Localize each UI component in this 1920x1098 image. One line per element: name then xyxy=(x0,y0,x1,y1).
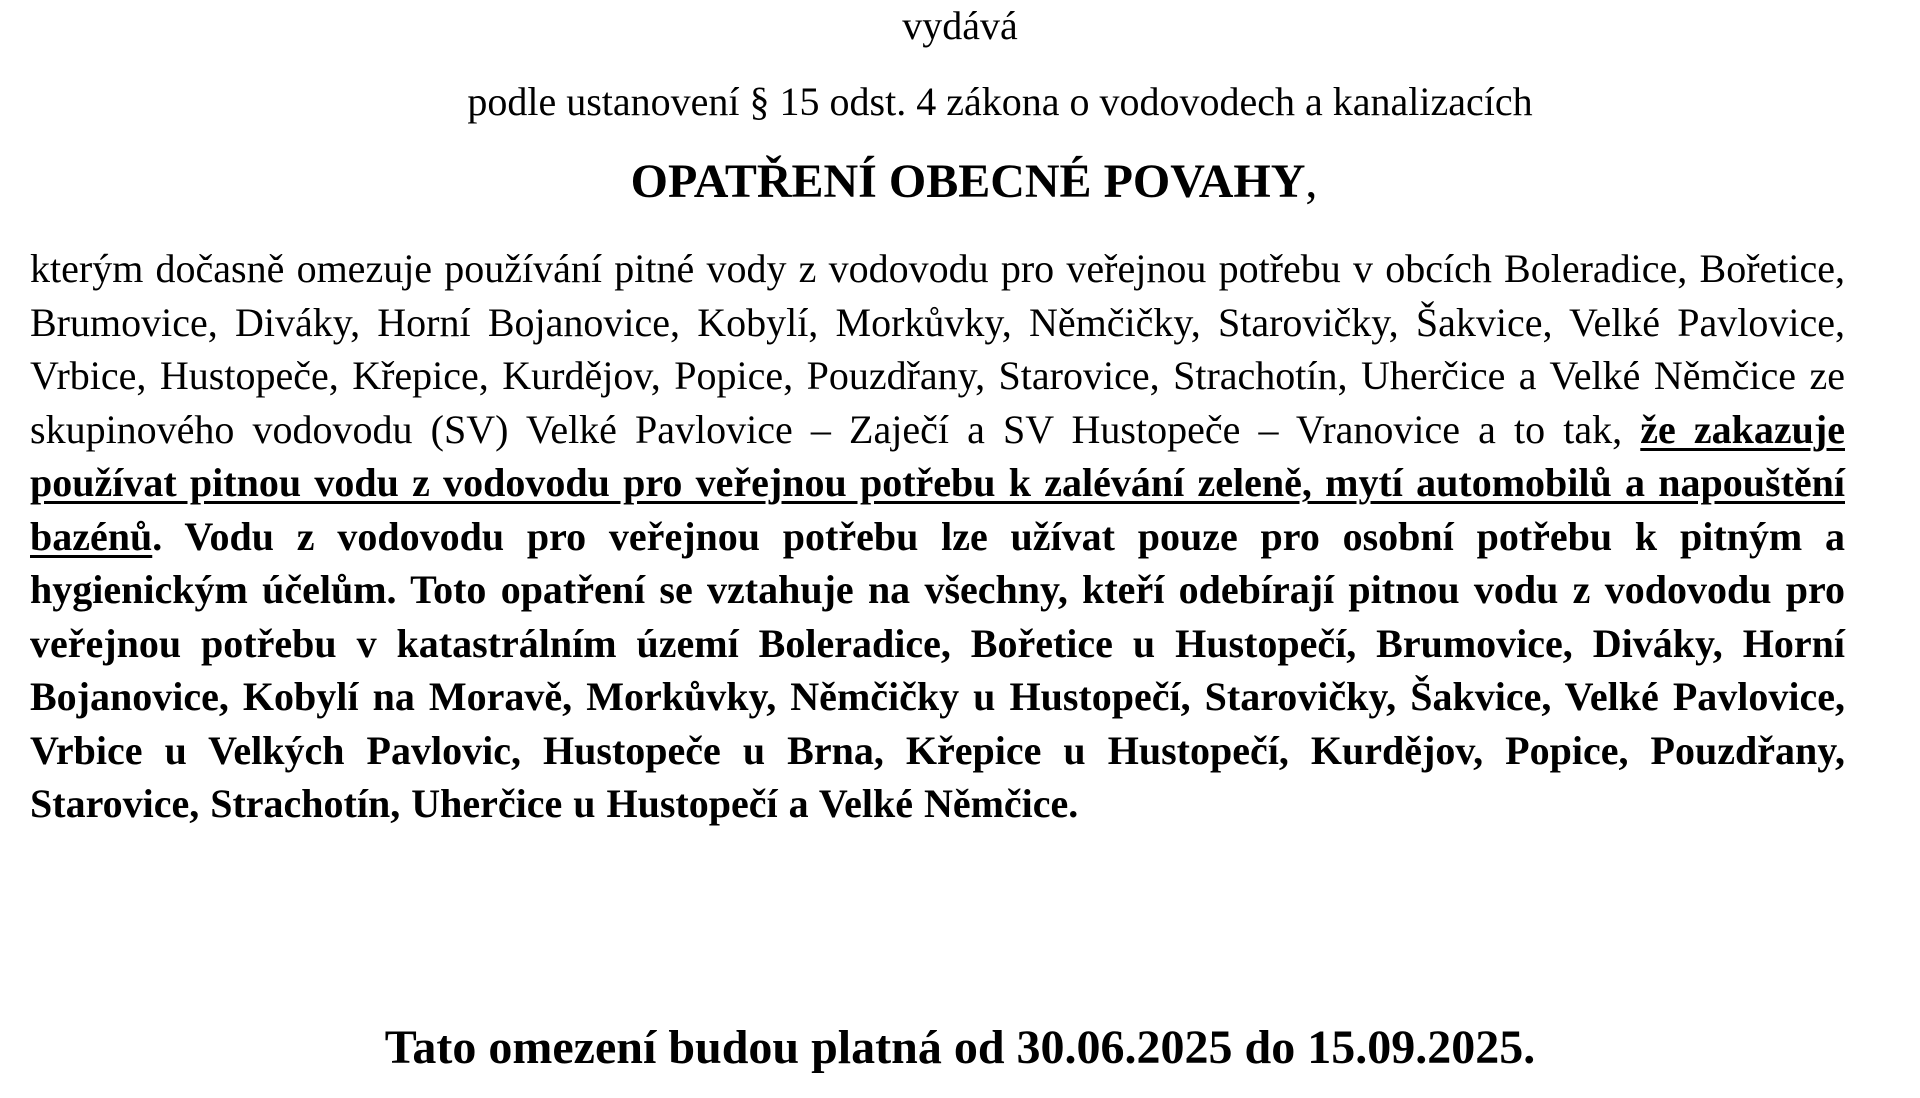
issues-line: vydává xyxy=(902,3,1018,48)
ban-period: . xyxy=(152,513,163,559)
ban-statement: že zakazuje používat pitnou vodu z vodovodu pro veřejnou potřebu k zalévání zeleně, mytí automobilů a napouštění bazénů xyxy=(30,406,1845,559)
measure-body-paragraph xyxy=(30,242,1845,831)
measure-title-comma: , xyxy=(1305,155,1318,208)
measure-title-text: OPATŘENÍ OBECNÉ POVAHY xyxy=(630,155,1306,208)
validity-statement: Tato omezení budou platná od 30.06.2025 do 15.09.2025. xyxy=(384,1021,1536,1074)
legal-basis-line: podle ustanovení § 15 odst. 4 zákona o vodovodech a kanalizacích xyxy=(467,79,1533,124)
measure-title xyxy=(14,154,1920,210)
intro-text: kterým dočasně omezuje používání pitné vody z vodovodu pro veřejnou potřebu v obcích Boleradice, Bořetice, Brumovice, Diváky, Horní Bojanovice, Kobylí, Morkůvky, Němčičky, Starovičky, Šakvice, Velké Pavlovice, Vrbice, Hustopeče, Křepice, Kurdějov, Popice, Pouzdřany, Starovice, Strachotín, Uherčice a Velké Němčice ze skupinového vodovodu (SV) Velké Pavlovice – Zaječí a SV Hustopeče – Vranovice a to tak, xyxy=(30,246,1845,452)
scope-text: Vodu z vodovodu pro veřejnou potřebu lze užívat pouze pro osobní potřebu k pitným a hygienickým účelům. Toto opatření se vztahuje na všechny, kteří odebírají pitnou vodu z vodovodu pro veřejnou potřebu v katastrálním území Boleradice, Bořetice u Hustopečí, Brumovice, Diváky, Horní Bojanovice, Kobylí na Moravě, Morkůvky, Němčičky u Hustopečí, Starovičky, Šakvice, Velké Pavlovice, Vrbice u Velkých Pavlovic, Hustopeče u Brna, Křepice u Hustopečí, Kurdějov, Popice, Pouzdřany, Starovice, Strachotín, Uherčice u Hustopečí a Velké Němčice. xyxy=(30,513,1845,826)
